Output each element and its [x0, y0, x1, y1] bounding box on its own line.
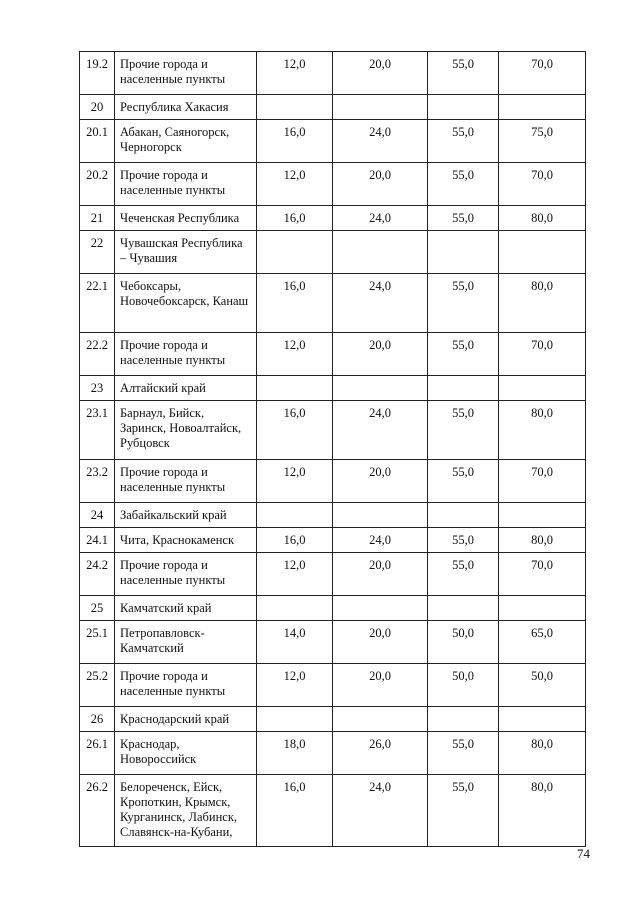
row-number: 22 — [80, 231, 115, 274]
row-number: 25.2 — [80, 664, 115, 707]
row-number: 24 — [80, 503, 115, 528]
value-col-3 — [428, 596, 499, 621]
value-col-3: 50,0 — [428, 664, 499, 707]
value-col-4: 80,0 — [499, 732, 586, 775]
value-col-2: 24,0 — [333, 206, 428, 231]
table-row — [80, 621, 586, 664]
value-col-4: 75,0 — [499, 120, 586, 163]
value-col-3 — [428, 503, 499, 528]
locality-name: Чебоксары, Новочебоксарск, Канаш — [115, 274, 257, 333]
table-row — [80, 528, 586, 553]
value-col-2 — [333, 95, 428, 120]
value-col-1: 14,0 — [257, 621, 333, 664]
value-col-2: 20,0 — [333, 621, 428, 664]
value-col-2: 20,0 — [333, 333, 428, 376]
row-number: 20.1 — [80, 120, 115, 163]
table-row — [80, 460, 586, 503]
value-col-4 — [499, 376, 586, 401]
locality-name: Прочие города и населенные пункты — [115, 664, 257, 707]
table-row — [80, 95, 586, 120]
table-body — [80, 52, 586, 847]
table-row — [80, 503, 586, 528]
value-col-1: 16,0 — [257, 206, 333, 231]
value-col-3: 55,0 — [428, 274, 499, 333]
table-row — [80, 553, 586, 596]
value-col-3: 55,0 — [428, 163, 499, 206]
row-number: 26.2 — [80, 775, 115, 847]
locality-name: Петропавловск-Камчатский — [115, 621, 257, 664]
value-col-1 — [257, 707, 333, 732]
value-col-2: 24,0 — [333, 120, 428, 163]
table-row — [80, 664, 586, 707]
row-number: 20 — [80, 95, 115, 120]
value-col-1: 12,0 — [257, 460, 333, 503]
locality-name: Прочие города и населенные пункты — [115, 460, 257, 503]
row-number: 22.2 — [80, 333, 115, 376]
row-number: 21 — [80, 206, 115, 231]
row-number: 24.2 — [80, 553, 115, 596]
table-row — [80, 120, 586, 163]
table-row — [80, 732, 586, 775]
value-col-4 — [499, 707, 586, 732]
value-col-4: 80,0 — [499, 528, 586, 553]
row-number: 19.2 — [80, 52, 115, 95]
value-col-4: 70,0 — [499, 163, 586, 206]
table-row — [80, 376, 586, 401]
value-col-2 — [333, 503, 428, 528]
value-col-3: 55,0 — [428, 333, 499, 376]
locality-name: Белореченск, Ейск, Кропоткин, Крымск, Курганинск, Лабинск, Славянск-на-Кубани, — [115, 775, 257, 847]
value-col-4: 80,0 — [499, 206, 586, 231]
value-col-1: 12,0 — [257, 664, 333, 707]
value-col-3: 55,0 — [428, 52, 499, 95]
value-col-3 — [428, 376, 499, 401]
value-col-2: 20,0 — [333, 52, 428, 95]
table-row — [80, 333, 586, 376]
value-col-4: 80,0 — [499, 775, 586, 847]
value-col-4: 70,0 — [499, 553, 586, 596]
value-col-1: 16,0 — [257, 528, 333, 553]
locality-name: Чита, Краснокаменск — [115, 528, 257, 553]
value-col-2 — [333, 707, 428, 732]
row-number: 20.2 — [80, 163, 115, 206]
value-col-1: 12,0 — [257, 553, 333, 596]
row-number: 23 — [80, 376, 115, 401]
value-col-1 — [257, 503, 333, 528]
value-col-1 — [257, 231, 333, 274]
locality-name: Чувашская Республика – Чувашия — [115, 231, 257, 274]
value-col-4: 70,0 — [499, 333, 586, 376]
value-col-4: 65,0 — [499, 621, 586, 664]
value-col-2: 20,0 — [333, 664, 428, 707]
value-col-1: 16,0 — [257, 401, 333, 460]
value-col-1: 16,0 — [257, 274, 333, 333]
value-col-1: 18,0 — [257, 732, 333, 775]
value-col-3: 55,0 — [428, 775, 499, 847]
row-number: 25.1 — [80, 621, 115, 664]
table-row — [80, 707, 586, 732]
table-row — [80, 231, 586, 274]
value-col-2: 20,0 — [333, 460, 428, 503]
table-row — [80, 401, 586, 460]
locality-name: Республика Хакасия — [115, 95, 257, 120]
value-col-2: 20,0 — [333, 163, 428, 206]
locality-name: Абакан, Саяногорск, Черногорск — [115, 120, 257, 163]
table-row — [80, 596, 586, 621]
value-col-1: 12,0 — [257, 52, 333, 95]
table-row — [80, 274, 586, 333]
value-col-3 — [428, 707, 499, 732]
value-col-2: 24,0 — [333, 274, 428, 333]
value-col-4 — [499, 95, 586, 120]
value-col-3: 55,0 — [428, 732, 499, 775]
value-col-2: 24,0 — [333, 528, 428, 553]
locality-name: Краснодар, Новороссийск — [115, 732, 257, 775]
value-col-3: 55,0 — [428, 528, 499, 553]
locality-name: Прочие города и населенные пункты — [115, 163, 257, 206]
value-col-1: 12,0 — [257, 333, 333, 376]
value-col-3: 50,0 — [428, 621, 499, 664]
row-number: 25 — [80, 596, 115, 621]
value-col-4 — [499, 596, 586, 621]
locality-name: Барнаул, Бийск, Заринск, Новоалтайск, Рубцовск — [115, 401, 257, 460]
value-col-3: 55,0 — [428, 401, 499, 460]
value-col-1: 12,0 — [257, 163, 333, 206]
value-col-4 — [499, 231, 586, 274]
value-col-3: 55,0 — [428, 553, 499, 596]
row-number: 24.1 — [80, 528, 115, 553]
value-col-2: 24,0 — [333, 401, 428, 460]
value-col-3: 55,0 — [428, 460, 499, 503]
table-row — [80, 163, 586, 206]
page-number: 74 — [577, 846, 590, 861]
value-col-3: 55,0 — [428, 120, 499, 163]
locality-name: Забайкальский край — [115, 503, 257, 528]
table-row — [80, 775, 586, 847]
value-col-2 — [333, 596, 428, 621]
locality-name: Прочие города и населенные пункты — [115, 52, 257, 95]
value-col-1 — [257, 596, 333, 621]
value-col-1: 16,0 — [257, 120, 333, 163]
value-col-2: 20,0 — [333, 553, 428, 596]
locality-name: Краснодарский край — [115, 707, 257, 732]
row-number: 23.2 — [80, 460, 115, 503]
locality-name: Прочие города и населенные пункты — [115, 333, 257, 376]
value-col-3 — [428, 231, 499, 274]
value-col-4: 80,0 — [499, 274, 586, 333]
row-number: 26 — [80, 707, 115, 732]
locality-name: Алтайский край — [115, 376, 257, 401]
table-row — [80, 52, 586, 95]
value-col-1 — [257, 95, 333, 120]
row-number: 26.1 — [80, 732, 115, 775]
value-col-2 — [333, 376, 428, 401]
value-col-4: 70,0 — [499, 52, 586, 95]
locality-name: Камчатский край — [115, 596, 257, 621]
locality-name: Чеченская Республика — [115, 206, 257, 231]
row-number: 22.1 — [80, 274, 115, 333]
locality-name: Прочие города и населенные пункты — [115, 553, 257, 596]
value-col-3 — [428, 95, 499, 120]
value-col-4: 50,0 — [499, 664, 586, 707]
value-col-4: 80,0 — [499, 401, 586, 460]
value-col-1: 16,0 — [257, 775, 333, 847]
value-col-4: 70,0 — [499, 460, 586, 503]
row-number: 23.1 — [80, 401, 115, 460]
value-col-4 — [499, 503, 586, 528]
value-col-2 — [333, 231, 428, 274]
value-col-2: 26,0 — [333, 732, 428, 775]
value-col-2: 24,0 — [333, 775, 428, 847]
tariff-table — [79, 51, 586, 847]
value-col-3: 55,0 — [428, 206, 499, 231]
value-col-1 — [257, 376, 333, 401]
table-row — [80, 206, 586, 231]
